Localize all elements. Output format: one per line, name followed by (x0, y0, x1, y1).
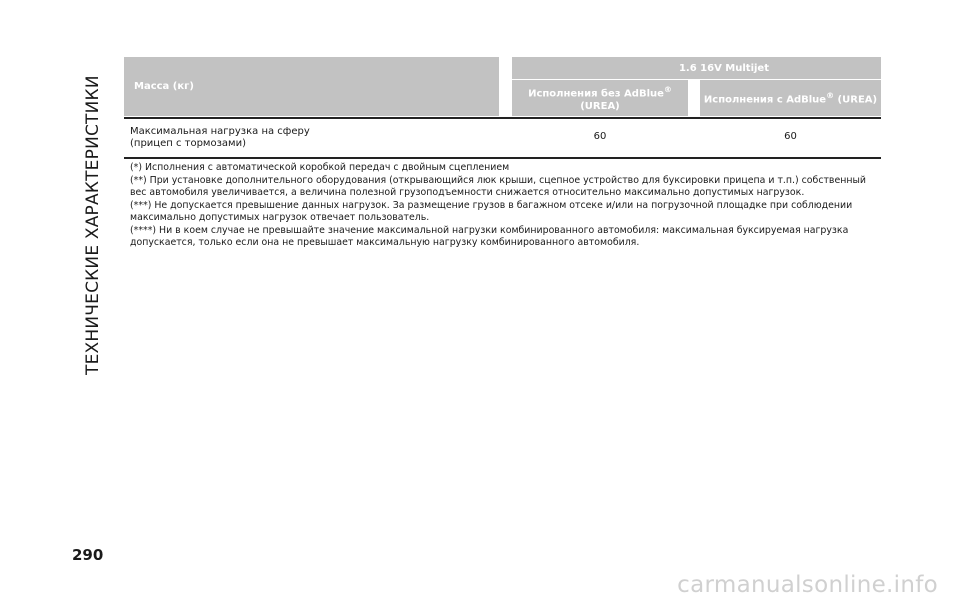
row-value-with-adblue: 60 (784, 131, 797, 142)
footnote-2: (**) При установке дополнительного оборудования (открывающийся люк крыши, сцепное устройство для буксировки прицепа и т.п.) собственный вес автомобиля увеличивается, а величина полезной грузоподъемности снижается относительно максимально допустимых нагрузок. (130, 174, 866, 198)
watermark: carmanualsonline.info (677, 572, 938, 598)
col1-header-main: Исполнения без AdBlue (528, 88, 664, 100)
row-label-line1: Максимальная нагрузка на сферу (130, 126, 310, 137)
col2-header-cell (700, 80, 881, 116)
footnote-3: (***) Не допускается превышение данных нагрузок. За размещение грузов в багажном отсеке и/или на погрузочной площадке при соблюдении максимально допустимых нагрузок отвечает пользователь. (130, 199, 853, 223)
engine-header-label: 1.6 16V Multijet (678, 62, 769, 74)
section-title: ТЕХНИЧЕСКИЕ ХАРАКТЕРИСТИКИ (83, 75, 103, 375)
footnote-1: (*) Исполнения с автоматической коробкой передач с двойным сцеплением (130, 162, 510, 173)
table-rule-top (124, 117, 881, 119)
table-rule-bottom (124, 157, 881, 159)
col2-header-registered-mark: ® (826, 90, 835, 100)
col1-header-label (528, 83, 672, 113)
row-value-without-adblue: 60 (593, 131, 607, 142)
col2-header-label (704, 91, 877, 105)
col1-header-sub: (UREA) (580, 101, 620, 113)
mass-header-label: Масса (кг) (134, 81, 194, 92)
page-number: 290 (72, 546, 104, 564)
row-label (130, 126, 490, 150)
footnote-4: (****) Ни в коем случае не превышайте значение максимальной нагрузки комбинированного автомобиля: максимальная буксируемая нагрузка допускается, только если она не превышает максимальную нагрузку комбинированного автомобиля. (130, 224, 849, 248)
col2-header-tail: (UREA) (834, 94, 878, 106)
mass-header-cell (124, 57, 499, 116)
row-label-line2: (прицеп с тормозами) (130, 138, 246, 149)
engine-header-cell (512, 57, 881, 79)
col2-header-main: Исполнения с AdBlue (703, 94, 827, 106)
footnotes (130, 162, 882, 250)
col1-header-registered-mark: ® (663, 84, 672, 94)
col1-header-cell (512, 80, 688, 116)
